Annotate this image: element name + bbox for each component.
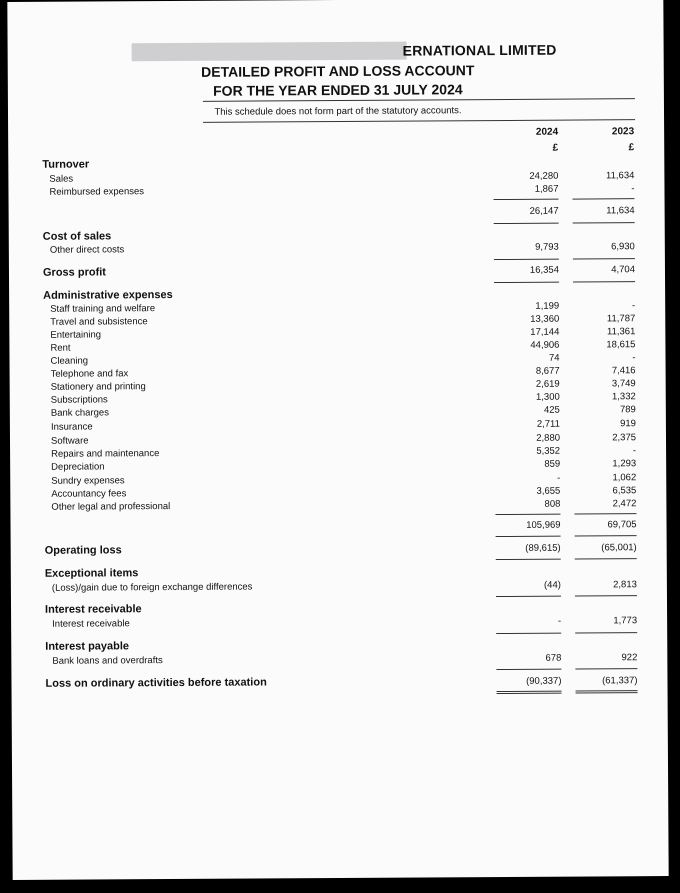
section-heading: Administrative expenses xyxy=(43,289,173,302)
value-2023: - xyxy=(631,183,635,195)
line-item-label: Subscriptions xyxy=(50,394,108,406)
value-2023: 18,615 xyxy=(606,339,636,351)
section-heading: Interest receivable xyxy=(45,603,142,616)
subtotal-rule xyxy=(575,632,637,633)
line-item-label: Other direct costs xyxy=(49,244,125,256)
value-2023: 2,813 xyxy=(613,579,637,591)
subtotal-rule xyxy=(573,281,635,282)
line-item-label: Software xyxy=(50,435,89,447)
line-item xyxy=(11,652,667,670)
subtotal-rule xyxy=(496,633,561,634)
value-2024: 17,144 xyxy=(530,326,560,338)
value-2024: 2,711 xyxy=(536,418,560,430)
value-2024: 74 xyxy=(548,352,560,364)
value-2024: 16,354 xyxy=(529,264,560,276)
operating-loss-label: Operating loss xyxy=(44,544,122,557)
value-2024: 2,619 xyxy=(535,378,560,390)
line-item-label: Telephone and fax xyxy=(50,368,129,380)
line-item-label: Other legal and professional xyxy=(51,501,171,513)
company-name: ERNATIONAL LIMITED xyxy=(402,41,557,59)
line-item-label: Sundry expenses xyxy=(51,475,125,487)
currency-2024: £ xyxy=(552,142,559,154)
subtotal-row xyxy=(9,205,665,223)
subtotal-rule xyxy=(575,558,637,559)
loss-before-taxation-row xyxy=(11,674,667,692)
value-2024: 425 xyxy=(543,404,560,416)
value-2023: 11,634 xyxy=(606,170,635,182)
line-item xyxy=(11,579,667,597)
subtotal-rule xyxy=(575,668,637,669)
column-header-2023: 2023 xyxy=(611,126,635,138)
value-2024: 1,300 xyxy=(535,391,560,403)
section-heading: Exceptional items xyxy=(44,567,139,580)
line-item-label: Travel and subsistence xyxy=(50,316,148,328)
column-header-2024: 2024 xyxy=(535,126,559,138)
statement-title: DETAILED PROFIT AND LOSS ACCOUNT xyxy=(201,62,475,80)
subtotal-rule xyxy=(575,595,637,596)
line-item xyxy=(11,615,667,633)
value-2023: (61,337) xyxy=(602,675,638,687)
subtotal-rule xyxy=(496,596,561,597)
document-page xyxy=(7,0,668,880)
subtotal-rule xyxy=(494,223,559,224)
line-item-label: Stationery and printing xyxy=(50,381,146,393)
value-2024: 44,906 xyxy=(530,339,560,351)
line-item-label: (Loss)/gain due to foreign exchange differences xyxy=(51,581,253,594)
section-heading: Turnover xyxy=(42,158,90,171)
subtotal-row xyxy=(11,519,667,537)
line-item-label: Insurance xyxy=(50,421,93,433)
operating-loss-row xyxy=(11,541,667,559)
line-item xyxy=(10,498,666,516)
value-2023: 1,062 xyxy=(612,472,637,484)
value-2024: (90,337) xyxy=(526,675,562,687)
redacted-company-name xyxy=(132,42,407,62)
header-rule xyxy=(203,98,635,102)
value-2024: - xyxy=(557,615,562,627)
value-2023: 2,472 xyxy=(612,498,637,510)
value-2023: - xyxy=(632,445,637,457)
value-2023: 11,361 xyxy=(606,326,636,338)
value-2024: 8,677 xyxy=(535,365,560,377)
line-item-label: Repairs and maintenance xyxy=(51,448,160,460)
value-2024: - xyxy=(557,472,561,484)
subtotal-rule xyxy=(573,222,635,223)
gross-profit-row xyxy=(9,263,665,281)
loss-before-taxation-label: Loss on ordinary activities before taxation xyxy=(45,676,267,690)
schedule-note: This schedule does not form part of the statutory accounts. xyxy=(214,105,462,118)
subtotal-rule xyxy=(496,536,561,537)
value-2023: 1,773 xyxy=(613,615,638,627)
value-2023: 2,375 xyxy=(612,432,637,444)
value-2024: 13,360 xyxy=(530,313,560,325)
value-2024: 808 xyxy=(544,498,561,510)
currency-2023: £ xyxy=(628,142,635,154)
line-item-label: Bank loans and overdrafts xyxy=(52,655,163,667)
line-item-label: Interest receivable xyxy=(52,618,130,630)
value-2023: - xyxy=(632,352,636,364)
line-item-label: Depreciation xyxy=(51,461,105,473)
value-2023: 3,749 xyxy=(611,378,636,390)
value-2024: 26,147 xyxy=(529,205,559,217)
subtotal-rule xyxy=(496,669,561,670)
subtotal-rule xyxy=(494,259,559,260)
value-2023: 6,930 xyxy=(611,241,635,253)
value-2024: 678 xyxy=(545,652,562,664)
value-2024: 859 xyxy=(544,458,561,470)
value-2023: 1,293 xyxy=(612,458,637,470)
line-item-label: Entertaining xyxy=(50,329,102,341)
value-2023: 919 xyxy=(620,418,636,430)
final-total-rule xyxy=(576,690,638,693)
section-heading: Interest payable xyxy=(45,640,130,653)
line-item-label: Sales xyxy=(49,173,74,185)
value-2023: 1,332 xyxy=(611,391,636,403)
line-item-label: Bank charges xyxy=(50,407,109,419)
line-item-label: Accountancy fees xyxy=(51,488,127,500)
value-2023: 7,416 xyxy=(611,365,636,377)
line-item-label: Rent xyxy=(50,342,71,354)
value-2023: 4,704 xyxy=(611,264,636,276)
value-2024: 9,793 xyxy=(535,241,559,253)
subtotal-rule xyxy=(494,282,559,283)
subtotal-rule xyxy=(495,514,560,515)
gross-profit-label: Gross profit xyxy=(42,266,106,279)
value-2024: (89,615) xyxy=(525,542,561,554)
section-heading: Cost of sales xyxy=(42,230,112,243)
subtotal-rule xyxy=(496,559,561,560)
value-2024: 3,655 xyxy=(536,485,561,497)
subtotal-rule xyxy=(575,535,637,536)
value-2023: 922 xyxy=(621,652,638,664)
subtotal-rule xyxy=(573,198,635,199)
value-2024: 24,280 xyxy=(529,170,559,182)
value-2023: 69,705 xyxy=(607,519,637,531)
statement-period: FOR THE YEAR ENDED 31 JULY 2024 xyxy=(213,81,463,99)
value-2024: 1,867 xyxy=(534,183,559,195)
value-2023: 11,634 xyxy=(606,205,635,217)
value-2024: 105,969 xyxy=(526,519,561,531)
value-2023: 6,535 xyxy=(612,485,637,497)
value-2023: 11,787 xyxy=(606,313,636,325)
value-2023: 789 xyxy=(619,404,636,416)
value-2023: (65,001) xyxy=(601,542,637,554)
value-2024: 5,352 xyxy=(536,445,561,457)
line-item-label: Staff training and welfare xyxy=(50,303,156,315)
line-item-label: Cleaning xyxy=(50,355,89,367)
value-2024: 1,199 xyxy=(535,300,560,312)
header-rule xyxy=(203,119,635,123)
subtotal-rule xyxy=(494,199,559,200)
line-item xyxy=(8,183,664,201)
line-item xyxy=(9,241,665,259)
line-item-label: Reimbursed expenses xyxy=(49,186,145,198)
final-total-rule xyxy=(497,691,562,694)
subtotal-rule xyxy=(573,258,635,259)
value-2023: - xyxy=(631,300,636,312)
value-2024: (44) xyxy=(543,579,561,591)
subtotal-rule xyxy=(574,513,636,514)
value-2024: 2,880 xyxy=(536,432,561,444)
